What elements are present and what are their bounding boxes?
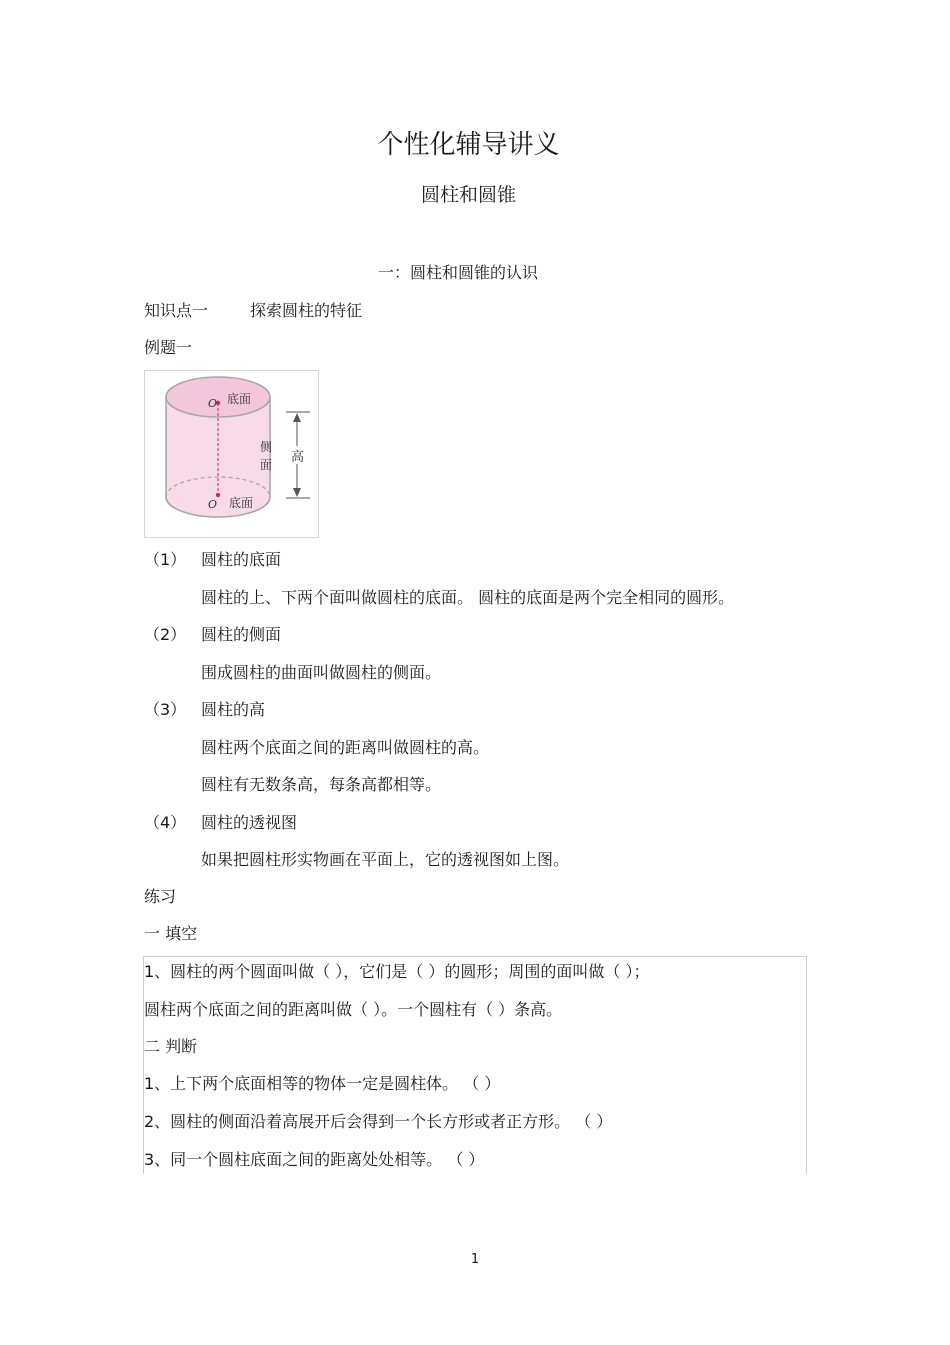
exercise-box-left-border [143, 956, 144, 1174]
item-1-heading: 圆柱的底面 [201, 550, 282, 569]
item-3-number: （3） [144, 700, 187, 719]
section-heading: 一：圆柱和圆锥的认识 [378, 263, 539, 282]
judge-question-1: 1、上下两个底面相等的物体一定是圆柱体。 （ ） [144, 1074, 501, 1093]
item-4-number: （4） [144, 813, 187, 832]
exercise-box-top-border [143, 956, 807, 957]
item-3-text-1: 圆柱两个底面之间的距离叫做圆柱的高。 [201, 738, 490, 757]
page-subtitle: 圆柱和圆锥 [420, 184, 516, 206]
item-4-heading: 圆柱的透视图 [201, 813, 298, 832]
judge-heading: 二 判断 [144, 1037, 198, 1056]
judge-question-2: 2、圆柱的侧面沿着高展开后会得到一个长方形或者正方形。 （ ） [144, 1112, 613, 1131]
top-center-label: O [208, 397, 218, 410]
item-2-heading: 圆柱的侧面 [201, 625, 282, 644]
side-label-2: 面 [260, 458, 273, 472]
bottom-center-label: O [208, 498, 218, 511]
practice-heading: 练习 [144, 887, 177, 906]
knowledge-point-label: 知识点一 [144, 301, 209, 320]
page-number: 1 [470, 1252, 480, 1267]
item-2-number: （2） [144, 625, 187, 644]
knowledge-point-title: 探索圆柱的特征 [250, 301, 363, 320]
page-title: 个性化辅导讲义 [377, 130, 560, 160]
height-label: 高 [291, 450, 305, 465]
judge-question-3: 3、同一个圆柱底面之间的距离处处相等。 （ ） [144, 1150, 485, 1169]
fill-question-line-2: 圆柱两个底面之间的距离叫做（ ）。一个圆柱有（ ）条高。 [144, 1000, 563, 1019]
item-3-text-2: 圆柱有无数条高，每条高都相等。 [201, 775, 442, 794]
cylinder-diagram [144, 370, 319, 538]
fill-blank-heading: 一 填空 [144, 924, 198, 943]
item-2-text: 围成圆柱的曲面叫做圆柱的侧面。 [201, 663, 442, 682]
top-base-label: 底面 [227, 392, 252, 406]
cylinder-figure [144, 370, 319, 538]
item-3-heading: 圆柱的高 [201, 700, 266, 719]
item-1-number: （1） [144, 550, 187, 569]
example-label: 例题一 [144, 338, 193, 357]
item-1-text: 圆柱的上、下两个面叫做圆柱的底面。 圆柱的底面是两个完全相同的圆形。 [201, 588, 735, 607]
fill-question-line-1: 1、圆柱的两个圆面叫做（ ），它们是（ ）的圆形；周围的面叫做（ ）； [144, 962, 650, 981]
bottom-center-dot [216, 493, 220, 497]
bottom-base-label: 底面 [229, 496, 254, 510]
exercise-box-right-border [806, 956, 807, 1174]
side-label-1: 侧 [260, 440, 273, 454]
item-4-text: 如果把圆柱形实物画在平面上，它的透视图如上图。 [201, 850, 570, 869]
